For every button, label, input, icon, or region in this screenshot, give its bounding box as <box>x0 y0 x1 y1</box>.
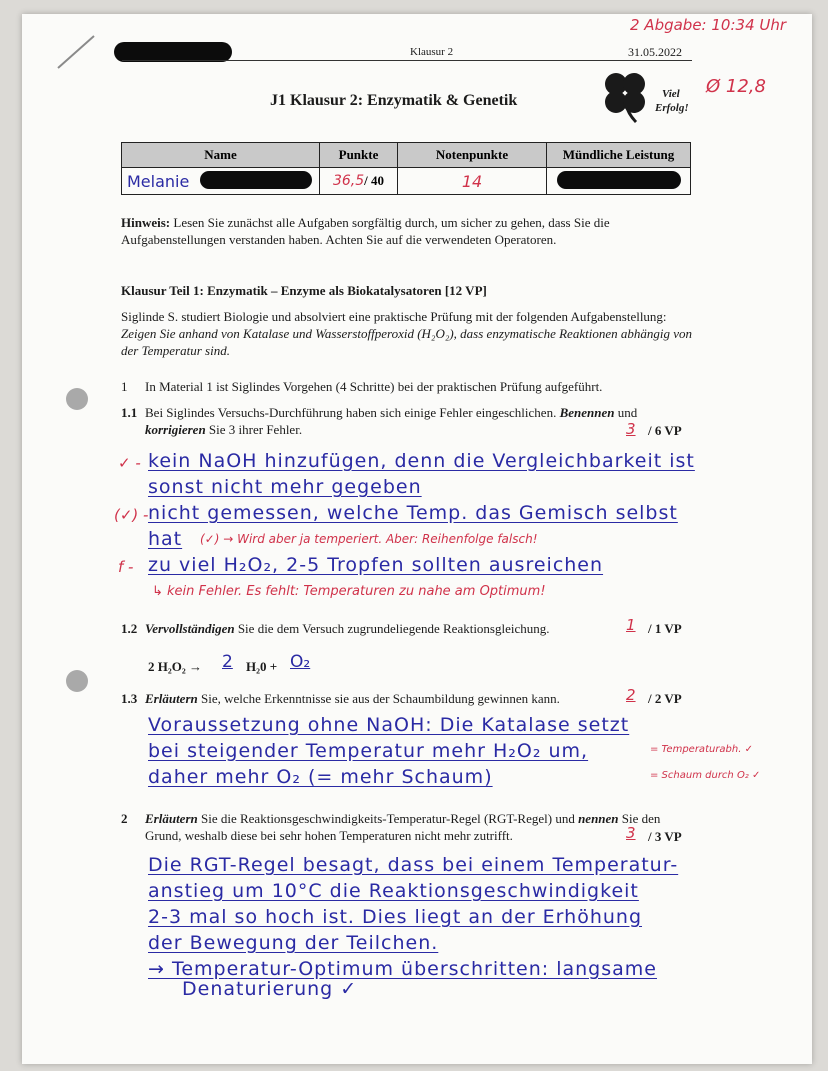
q11-correction-2: ↳ kein Fehler. Es fehlt: Temperaturen zu nahe am Optimum! <box>152 584 546 599</box>
q13-answer-3: daher mehr O₂ (= mehr Schaum) <box>148 766 493 788</box>
q2-text-b: Sie den Grund, weshalb diese bei sehr hohen Temperaturen nicht mehr zutrifft. <box>145 811 661 843</box>
q13-max: / 2 VP <box>648 691 682 706</box>
q2-answer-3: 2-3 mal so hoch ist. Dies liegt an der Erhöhung <box>148 906 643 928</box>
hint-body: Lesen Sie zunächst alle Aufgaben sorgfältig durch, um sicher zu gehen, dass Sie die Aufgabenstellungen verstanden haben. Achten Sie auf die verwendeten Operatoren. <box>121 215 610 247</box>
redacted-oral <box>557 171 681 189</box>
q13-answer-2: bei steigender Temperatur mehr H₂O₂ um, <box>148 740 589 762</box>
col-oral: Mündliche Leistung <box>547 143 691 168</box>
col-name: Name <box>122 143 320 168</box>
q11-correction-1: (✓) → Wird aber ja temperiert. Aber: Reihenfolge falsch! <box>200 532 538 546</box>
hint-label: Hinweis: <box>121 215 171 230</box>
q11-answer-1: kein NaOH hinzufügen, denn die Vergleichbarkeit ist <box>148 450 695 472</box>
punch-hole-1 <box>66 388 88 410</box>
q11-num: 1.1 <box>121 405 138 420</box>
q2-answer-2: anstieg um 10°C die Reaktionsgeschwindigkeit <box>148 880 639 902</box>
part1-intro <box>121 308 701 359</box>
punch-hole-2 <box>66 670 88 692</box>
q2-op1: Erläutern <box>145 811 198 826</box>
q11-mark-1: ✓ - <box>118 454 141 472</box>
q2-score: 3 <box>626 824 636 842</box>
q13-text <box>145 690 560 707</box>
oral-cell <box>547 168 691 195</box>
hint-text <box>121 214 701 248</box>
q12-max: / 1 VP <box>648 621 682 636</box>
q11-mark-3: f - <box>118 558 134 576</box>
q12-num: 1.2 <box>121 621 138 636</box>
header-rule <box>122 60 692 61</box>
grade-points: 14 <box>461 171 483 191</box>
q13-score: 2 <box>626 686 636 704</box>
q11-answer-2: sonst nicht mehr gegeben <box>148 476 422 498</box>
submission-note: 2 Abgabe: 10:34 Uhr <box>630 16 787 34</box>
q13-answer-1: Voraussetzung ohne NaOH: Die Katalase setzt <box>148 714 630 736</box>
page-title: J1 Klausur 2: Enzymatik & Genetik <box>270 92 518 109</box>
q2-max: / 3 VP <box>648 829 682 844</box>
q2-answer-4: der Bewegung der Teilchen. <box>148 932 439 954</box>
q1-num: 1 <box>121 379 128 394</box>
q2-answer-1: Die RGT-Regel besagt, dass bei einem Temperatur- <box>148 854 679 876</box>
q12-body: Sie die dem Versuch zugrundeliegende Reaktionsgleichung. <box>234 621 550 636</box>
q11-op1: Benennen <box>559 405 615 420</box>
points-cell <box>320 168 398 195</box>
q11-text-a: Bei Siglindes Versuchs-Durchführung haben sich einige Fehler eingeschlichen. <box>145 405 560 420</box>
student-info-table <box>121 142 691 195</box>
points-awarded: 36,5 <box>332 173 365 189</box>
q2-num: 2 <box>121 811 128 826</box>
redacted-name-top <box>114 42 232 62</box>
col-points: Punkte <box>320 143 398 168</box>
luck-text-2: Erfolg! <box>655 102 689 114</box>
part1-heading: Klausur Teil 1: Enzymatik – Enzyme als Biokatalysatoren [12 VP] <box>121 283 487 298</box>
q1-text: In Material 1 ist Siglindes Vorgehen (4 Schritte) bei der praktischen Prüfung aufgeführt. <box>145 379 603 394</box>
grade-cell <box>398 168 547 195</box>
q11-answer-4: hat <box>148 528 183 550</box>
student-name: Melanie <box>127 171 190 191</box>
class-average: Ø 12,8 <box>706 76 766 97</box>
q2-text-a: Sie die Reaktionsgeschwindigkeits-Temperatur-Regel (RGT-Regel) und <box>197 811 579 826</box>
q2-answer-6: Denaturierung ✓ <box>182 978 358 1000</box>
q12-score: 1 <box>626 616 636 634</box>
q13-body: Sie, welche Erkenntnisse sie aus der Schaumbildung gewinnen kann. <box>197 691 560 706</box>
q13-op: Erläutern <box>145 691 198 706</box>
q12-water: H₂0 + <box>246 659 278 674</box>
q12-equation-left: 2 H₂O₂ → <box>148 659 203 674</box>
exam-page <box>22 14 812 1064</box>
q12-product: O₂ <box>290 652 311 672</box>
q11-text <box>145 404 695 438</box>
q13-comment-2: = Schaum durch O₂ ✓ <box>650 770 761 781</box>
pencil-stroke <box>56 32 96 72</box>
q11-text-c: Sie 3 ihrer Fehler. <box>205 422 303 437</box>
q11-op2: korrigieren <box>145 422 206 437</box>
points-total: / 40 <box>364 173 385 188</box>
q11-answer-3: nicht gemessen, welche Temp. das Gemisch selbst <box>148 502 678 524</box>
header-center-label: Klausur 2 <box>410 46 454 58</box>
student-name-cell <box>122 168 320 195</box>
col-grade: Notenpunkte <box>398 143 547 168</box>
q11-score: 3 <box>626 420 636 438</box>
q12-op: Vervollständigen <box>145 621 235 636</box>
q13-comment-1: = Temperaturabh. ✓ <box>650 744 753 755</box>
intro-task: Zeigen Sie anhand von Katalase und Wasserstoffperoxid (H₂O₂), dass enzymatische Reaktionen abhängig von der Temperatur sind. <box>121 326 692 358</box>
q12-coefficient: 2 <box>222 652 233 672</box>
q2-op2: nennen <box>578 811 619 826</box>
q11-text-b: und <box>614 405 638 420</box>
q2-answer-5: → Temperatur-Optimum überschritten: langsame <box>148 958 657 980</box>
luck-text-1: Viel <box>662 88 680 100</box>
q13-num: 1.3 <box>121 691 138 706</box>
q11-mark-2: (✓) - <box>114 506 149 524</box>
redacted-surname <box>200 171 312 189</box>
q11-answer-5: zu viel H₂O₂, 2-5 Tropfen sollten ausreichen <box>148 554 604 576</box>
q12-text <box>145 620 550 637</box>
header-date: 31.05.2022 <box>628 45 682 59</box>
q2-text <box>145 810 693 844</box>
q11-max: / 6 VP <box>648 423 682 438</box>
intro-plain: Siglinde S. studiert Biologie und absolviert eine praktische Prüfung mit der folgenden Aufgabenstellung: <box>121 309 667 324</box>
clover-icon <box>598 68 654 124</box>
